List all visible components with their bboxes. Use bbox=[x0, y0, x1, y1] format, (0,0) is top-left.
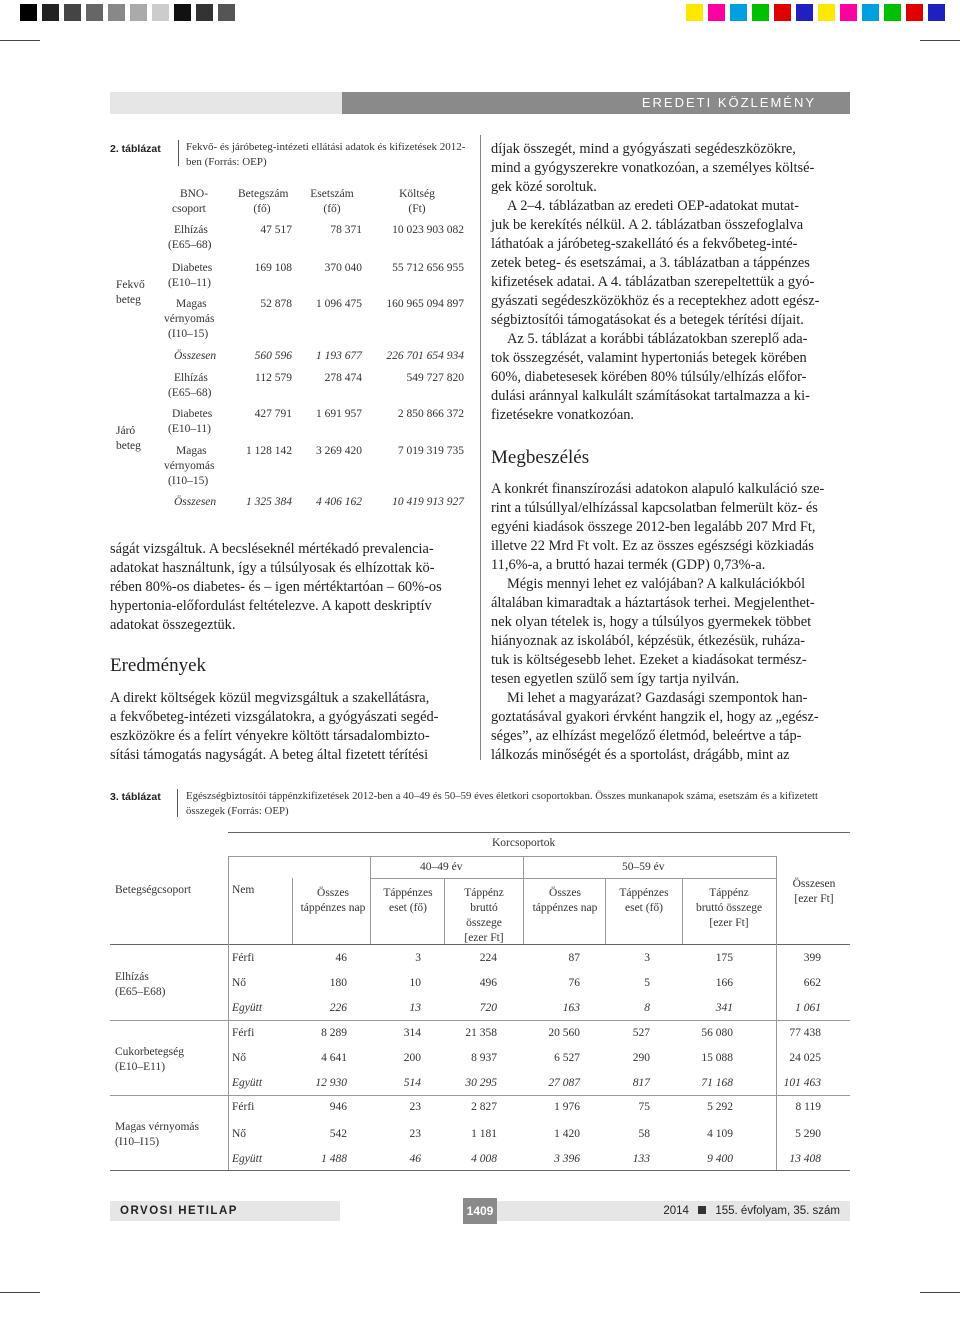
cell: 278 474 bbox=[324, 372, 362, 384]
table-cell: 9 400 bbox=[707, 1153, 733, 1165]
crop-mark bbox=[0, 40, 40, 41]
table-cell: 27 087 bbox=[548, 1077, 580, 1089]
table-cell: 23 bbox=[409, 1101, 421, 1113]
row-label: vérnyomás bbox=[164, 313, 215, 325]
sex-cell: Együtt bbox=[232, 1002, 263, 1014]
group-label: Járó bbox=[116, 425, 136, 437]
journal-name: ORVOSI HETILAP bbox=[110, 1201, 340, 1221]
table-cell: 542 bbox=[329, 1128, 347, 1140]
table-cell: 101 463 bbox=[783, 1077, 821, 1089]
table-cell: 2 827 bbox=[471, 1101, 497, 1113]
row-label: (E65–68) bbox=[168, 387, 212, 399]
cell: 1 096 475 bbox=[316, 298, 362, 310]
table-cell: 163 bbox=[562, 1002, 580, 1014]
table-cell: 3 bbox=[644, 952, 650, 964]
table-cell: 46 bbox=[335, 952, 347, 964]
table-cell: 5 bbox=[644, 977, 650, 989]
total-cell: 1 325 384 bbox=[246, 496, 292, 508]
row-label: Diabetes bbox=[172, 408, 213, 420]
caption-divider bbox=[178, 140, 179, 166]
right-paragraph-2: A konkrét finanszírozási adatokon alapuló kalkuláció sze- rint a túlsúllyal/elhízással kapcsolatban felmerült köz- és egyéni kiadások összege 2012-ben legalább 207 Mrd Ft, illetve 22 Mrd Ft volt. Ez az összes egészségi közkiadás 11,6%-a, a bruttó hazai termék (GDP) 0,73%-a. Mégis mennyi lehet ez valójában? A kalkulációkból általában kimaradtak a háztartások terhei. Megjelenthet- nek olyan tételek is, hogy a túlsúlyos gyermekek többet hiányoznak az iskolából, képzésük, étkezésük, ruháza- tuk is költségesebb lehet. Ezeket a kiadásokat termész- tesen egyetlen szülő sem így tartja nyilván. Mi lehet a magyarázat? Gazdasági szempontok han- goztatásával gyakori érvként hangzik el, hogy az „egész- séges”, az elhízást megelőző életmód, beleértve a táp- lálkozás minőségét és a sportolást, drágább, mint az bbox=[491, 481, 825, 763]
total-cell: 226 701 654 934 bbox=[386, 350, 464, 362]
table-cell: 5 292 bbox=[707, 1101, 733, 1113]
sex-cell: Együtt bbox=[232, 1153, 263, 1165]
header-eset: Táppénzes eset (fő) bbox=[383, 887, 433, 914]
row-label: Magas bbox=[176, 298, 207, 310]
sex-cell: Nő bbox=[232, 1128, 247, 1140]
table-cell: 133 bbox=[632, 1153, 650, 1165]
table-cell: 662 bbox=[803, 977, 821, 989]
table3-label: 3. táblázat bbox=[110, 791, 161, 803]
table-cell: 23 bbox=[409, 1128, 421, 1140]
row-label: Elhízás bbox=[174, 372, 208, 384]
group-label: beteg bbox=[116, 294, 141, 306]
left-paragraph-2: A direkt költségek közül megvizsgáltuk a szakellátásra, a fekvőbeteg-intézeti vizsgálatokra, a gyógyászati segéd- eszközökre és a felírt vényekre költött társadalombizto- sítási támogatás nagyságát. A beteg által fizetett térítési bbox=[110, 690, 439, 763]
section-header: EREDETI KÖZLEMÉNY bbox=[342, 92, 850, 114]
table-cell: 77 438 bbox=[789, 1027, 821, 1039]
cell: 2 850 866 372 bbox=[397, 408, 464, 420]
table-cell: 20 560 bbox=[548, 1027, 580, 1039]
total-cell: 4 406 162 bbox=[316, 496, 362, 508]
col-betegszam: Betegszám bbox=[238, 188, 289, 200]
row-label: (I10–15) bbox=[168, 328, 209, 340]
table-cell: 180 bbox=[329, 977, 347, 989]
table-cell: 1 181 bbox=[471, 1128, 497, 1140]
table3-caption: Egészségbiztosítói táppénzkifizetések 2012-ben a 40–49 és 50–59 éves életkori csoportokban. Összes munkanapok száma, esetszám és a kifizetett összegek (Forrás: OEP) bbox=[186, 790, 819, 817]
cell: 78 371 bbox=[330, 224, 362, 236]
table2-label: 2. táblázat bbox=[110, 143, 161, 155]
table-cell: 10 bbox=[409, 977, 421, 989]
col-betegszam-unit: (fő) bbox=[253, 203, 271, 215]
table-cell: 226 bbox=[329, 1002, 347, 1014]
cell: 55 712 656 955 bbox=[392, 262, 464, 274]
row-label: Elhízás bbox=[174, 224, 208, 236]
cell: 7 019 319 735 bbox=[397, 445, 464, 457]
header-betegsegcsoport: Betegségcsoport bbox=[115, 884, 192, 896]
col-esetszam-unit: (fő) bbox=[323, 203, 341, 215]
row-label: (E65–68) bbox=[168, 239, 212, 251]
sex-cell: Férfi bbox=[232, 1101, 255, 1113]
header-osszesen: Összesen [ezer Ft] bbox=[792, 878, 836, 905]
table-cell: 21 358 bbox=[465, 1027, 497, 1039]
group-label: Cukorbetegség (E10–E11) bbox=[115, 1046, 184, 1073]
sex-cell: Férfi bbox=[232, 1027, 255, 1039]
table-cell: 8 937 bbox=[471, 1052, 497, 1064]
cell: 3 269 420 bbox=[316, 445, 362, 457]
total-label: Összesen bbox=[174, 350, 217, 362]
table2-caption: Fekvő- és járóbeteg-intézeti ellátási adatok és kifizetések 2012- ben (Forrás: OEP) bbox=[186, 141, 466, 168]
table-cell: 514 bbox=[403, 1077, 421, 1089]
cell: 1 691 957 bbox=[316, 408, 362, 420]
left-paragraph-1: ságát vizsgáltuk. A becsléseknél mértékadó prevalencia- adatokat használtunk, így a túlsúlyosak és elhízottak kö- rében 80%-os diabetes- és – igen mértéktartóan – 60%-os hypertonia-előfordulást feltételezve. A kapott deskriptív adatokat összegeztük. bbox=[110, 541, 442, 633]
total-cell: 1 193 677 bbox=[316, 350, 362, 362]
col-koltseg-unit: (Ft) bbox=[408, 203, 426, 215]
row-label: (E10–11) bbox=[168, 423, 212, 435]
table-cell: 166 bbox=[715, 977, 733, 989]
table-cell: 4 641 bbox=[321, 1052, 347, 1064]
table-cell: 13 408 bbox=[789, 1153, 821, 1165]
col-bno-2: csoport bbox=[172, 203, 206, 215]
table-cell: 56 080 bbox=[701, 1027, 733, 1039]
page-number: 1409 bbox=[463, 1198, 497, 1224]
col-esetszam: Esetszám bbox=[310, 188, 354, 200]
column-divider bbox=[480, 135, 481, 760]
table-cell: 4 109 bbox=[707, 1128, 733, 1140]
table-cell: 4 008 bbox=[471, 1153, 497, 1165]
cell: 549 727 820 bbox=[406, 372, 464, 384]
table-cell: 200 bbox=[403, 1052, 421, 1064]
sex-cell: Nő bbox=[232, 1052, 247, 1064]
table-cell: 8 289 bbox=[321, 1027, 347, 1039]
row-label: (E10–11) bbox=[168, 277, 212, 289]
col-bno: BNO- bbox=[179, 188, 209, 200]
table-cell: 13 bbox=[409, 1002, 421, 1014]
table-cell: 15 088 bbox=[701, 1052, 733, 1064]
table-cell: 8 bbox=[644, 1002, 650, 1014]
table-cell: 46 bbox=[409, 1153, 421, 1165]
table-cell: 24 025 bbox=[789, 1052, 821, 1064]
table-cell: 720 bbox=[479, 1002, 497, 1014]
total-label: Összesen bbox=[174, 496, 217, 508]
table-cell: 946 bbox=[329, 1101, 347, 1113]
issue-info: 2014 155. évfolyam, 35. szám bbox=[497, 1201, 850, 1221]
sex-cell: Férfi bbox=[232, 952, 255, 964]
cell: 1 128 142 bbox=[246, 445, 292, 457]
table-cell: 75 bbox=[638, 1101, 650, 1113]
cell: 427 791 bbox=[254, 408, 292, 420]
right-paragraph-1: díjak összegét, mind a gyógyászati segédeszközökre, mind a gyógyszerekre vonatkozóan, a személyes költsé- gek közé soroltuk. A 2–4. táblázatban az eredeti OEP-adatokat mutat- juk be kerekítés nélkül. A 2. táblázatban összefoglalva láthatóak a járóbeteg-szakellátó és a fekvőbeteg-inté- zetek beteg- és esetszámai, a 3. táblázatban a táppénzes kifizetések adatai. A 4. táblázatban szerepeltettük a gyó- gyászati segédeszközökhöz és a receptekhez adott egész- ségbiztosítói támogatásokat és a betegek térítési díjait. Az 5. táblázat a korábbi táblázatokban szereplő ada- tok összegzését, valamint hypertoniás betegek körében 60%, diabetesesek körében 80% túlsúly/elhízás előfor- dulási aránnyal kalkulált számításokat tartalmazza a ki- fizetésekre vonatkozóan. bbox=[491, 141, 820, 423]
group-label: beteg bbox=[116, 440, 141, 452]
table-cell: 71 168 bbox=[701, 1077, 733, 1089]
col-koltseg: Költség bbox=[399, 188, 435, 200]
header-age-40-49: 40–49 év bbox=[420, 861, 463, 873]
group-label: Magas vérnyomás (I10–I15) bbox=[115, 1121, 199, 1148]
table-cell: 817 bbox=[632, 1077, 650, 1089]
print-color-bar bbox=[0, 0, 960, 26]
cell: 52 878 bbox=[260, 298, 292, 310]
table-cell: 76 bbox=[568, 977, 580, 989]
cell: 370 040 bbox=[324, 262, 362, 274]
header-brutto-b: Táppénz bruttó összege [ezer Ft] bbox=[695, 887, 763, 929]
row-label: Magas bbox=[176, 445, 207, 457]
table-cell: 1 976 bbox=[554, 1101, 580, 1113]
header-bar-left bbox=[110, 92, 342, 114]
header-nem: Nem bbox=[232, 884, 255, 896]
sex-cell: Együtt bbox=[232, 1077, 263, 1089]
heading-eredmenyek: Eredmények bbox=[110, 655, 207, 676]
table-cell: 5 290 bbox=[795, 1128, 821, 1140]
table-cell: 3 bbox=[415, 952, 421, 964]
caption-divider bbox=[177, 789, 178, 817]
crop-mark bbox=[0, 1292, 40, 1293]
table-cell: 341 bbox=[715, 1002, 733, 1014]
table-cell: 290 bbox=[632, 1052, 650, 1064]
cell: 169 108 bbox=[254, 262, 292, 274]
crop-mark bbox=[920, 40, 960, 41]
total-cell: 560 596 bbox=[254, 350, 292, 362]
header-age-50-59: 50–59 év bbox=[622, 861, 665, 873]
row-label: Diabetes bbox=[172, 262, 213, 274]
cell: 10 023 903 082 bbox=[392, 224, 464, 236]
table-cell: 314 bbox=[403, 1027, 421, 1039]
table-cell: 58 bbox=[638, 1128, 650, 1140]
cell: 47 517 bbox=[260, 224, 292, 236]
row-label: (I10–15) bbox=[168, 475, 209, 487]
table-cell: 1 488 bbox=[321, 1153, 347, 1165]
group-label: Fekvő bbox=[116, 279, 145, 291]
table-cell: 496 bbox=[479, 977, 497, 989]
header-osszes-nap-b: Összes táppénzes nap bbox=[532, 887, 598, 914]
header-brutto: Táppénz bruttó összege [ezer Ft] bbox=[464, 887, 504, 944]
table-cell: 1 420 bbox=[554, 1128, 580, 1140]
table-cell: 30 295 bbox=[465, 1077, 497, 1089]
table-cell: 1 061 bbox=[795, 1002, 821, 1014]
header-eset-b: Táppénzes eset (fő) bbox=[619, 887, 669, 914]
total-cell: 10 419 913 927 bbox=[392, 496, 464, 508]
table-cell: 224 bbox=[479, 952, 497, 964]
table-cell: 8 119 bbox=[795, 1101, 821, 1113]
cell: 160 965 094 897 bbox=[386, 298, 464, 310]
table-cell: 6 527 bbox=[554, 1052, 580, 1064]
table-cell: 87 bbox=[568, 952, 580, 964]
table-cell: 527 bbox=[632, 1027, 650, 1039]
group-label: Elhízás (E65–E68) bbox=[115, 971, 166, 998]
table-cell: 3 396 bbox=[554, 1153, 580, 1165]
header-osszes-nap: Összes táppénzes nap bbox=[300, 887, 366, 914]
table-cell: 399 bbox=[803, 952, 821, 964]
table-cell: 175 bbox=[715, 952, 733, 964]
cell: 112 579 bbox=[255, 372, 292, 384]
table-cell: 12 930 bbox=[315, 1077, 347, 1089]
heading-megbeszeles: Megbeszélés bbox=[491, 447, 590, 468]
sex-cell: Nő bbox=[232, 977, 247, 989]
crop-mark bbox=[920, 1292, 960, 1293]
row-label: vérnyomás bbox=[164, 460, 215, 472]
header-korcsoportok: Korcsoportok bbox=[492, 837, 556, 849]
